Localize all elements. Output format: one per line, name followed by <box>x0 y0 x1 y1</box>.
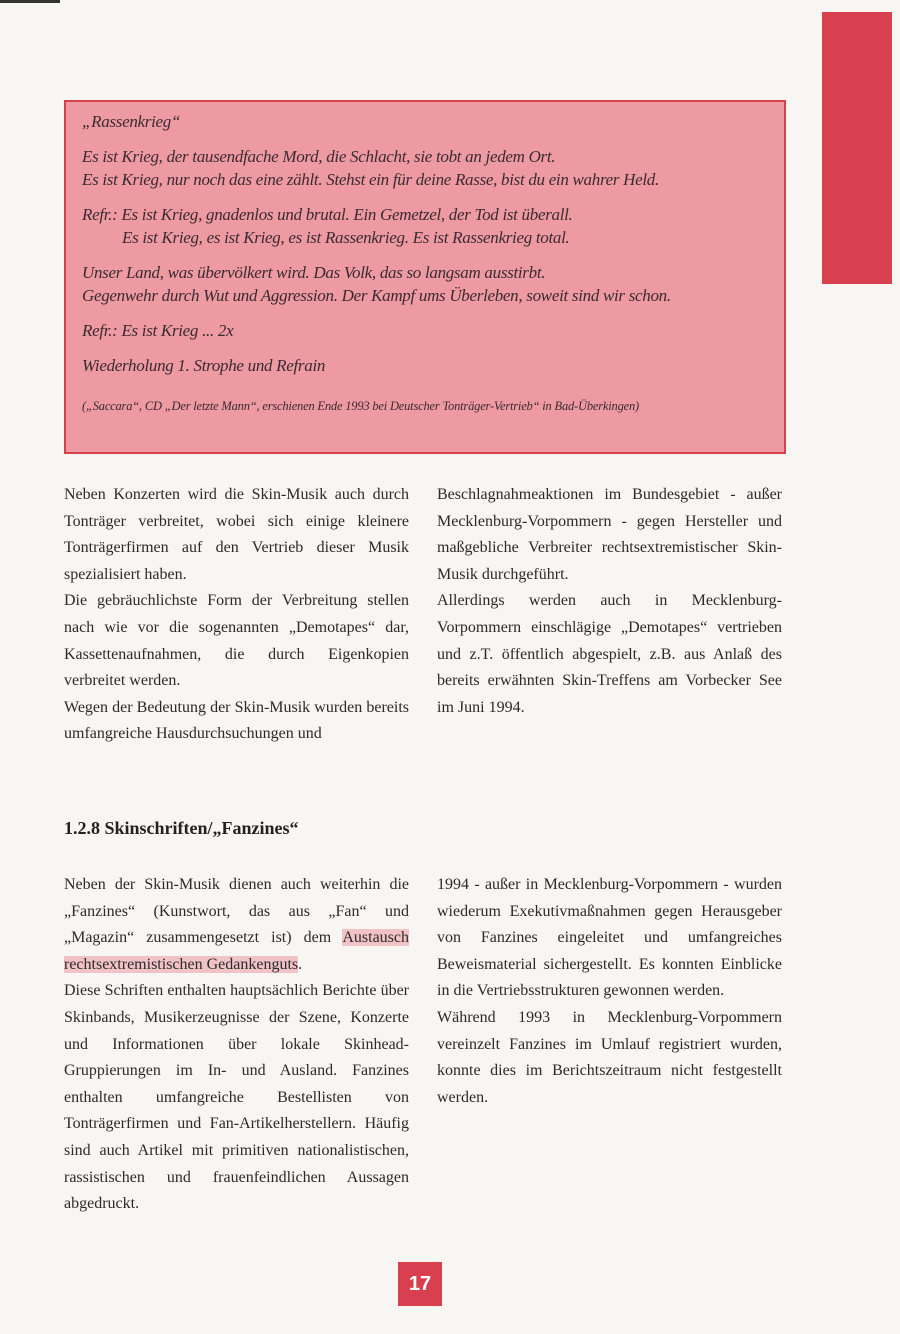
section2-right-column <box>437 872 782 1111</box>
corner-crop-mark <box>0 0 60 3</box>
paragraph-text: . <box>298 955 303 973</box>
lyrics-source: („Saccara“, CD „Der letzte Mann“, erschienen Ende 1993 bei Deutscher Tonträger-Vertrieb“ in Bad-Überkingen) <box>82 399 639 413</box>
page-number: 17 <box>398 1262 442 1306</box>
lyrics-title: „Rassenkrieg“ <box>82 112 181 131</box>
section2-left-column <box>64 872 409 1218</box>
paragraph: 1994 - außer in Mecklenburg-Vorpommern - wurden wiederum Exekutivmaßnahmen gegen Herausgeber von Fanzines eingeleitet und umfangreiches Beweismaterial sichergestellt. Es konnten Einblicke in die Vertriebsstrukturen gewonnen werden. <box>437 876 782 1000</box>
section1-right-column <box>437 482 782 721</box>
paragraph: Wegen der Bedeutung der Skin-Musik wurden bereits umfangreiche Hausdurchsuchungen und <box>64 698 409 743</box>
paragraph: Beschlagnahmeaktionen im Bundesgebiet - außer Mecklenburg-Vorpommern - gegen Hersteller und maßgebliche Verbreiter rechtsextremistischer Skin-Musik durchgeführt. <box>437 486 782 583</box>
lyrics-refrain: Refr.: Es ist Krieg ... 2x <box>82 321 234 340</box>
highlighted-phrase: Austausch rechtsextremistischen Gedankenguts <box>64 929 409 973</box>
paragraph: Während 1993 in Mecklenburg-Vorpommern vereinzelt Fanzines im Umlauf registriert wurden, konnte dies im Berichtszeitraum nicht festgestellt werden. <box>437 1008 782 1106</box>
paragraph <box>64 872 409 978</box>
lyrics-line: Es ist Krieg, der tausendfache Mord, die Schlacht, sie tobt an jedem Ort. <box>82 147 556 166</box>
lyrics-line: Unser Land, was übervölkert wird. Das Volk, das so langsam ausstirbt. <box>82 263 546 282</box>
lyrics-line: Es ist Krieg, nur noch das eine zählt. Stehst ein für deine Rasse, bist du ein wahrer Held. <box>82 170 659 189</box>
lyrics-repeat-note: Wiederholung 1. Strophe und Refrain <box>82 356 326 375</box>
lyrics-refrain: Refr.: Es ist Krieg, gnadenlos und brutal. Ein Gemetzel, der Tod ist überall. <box>82 205 573 224</box>
section-heading: 1.2.8 Skinschriften/„Fanzines“ <box>64 818 299 838</box>
paragraph: Die gebräuchlichste Form der Verbreitung stellen nach wie vor die sogenannten „Demotapes“ dar, Kassettenaufnahmen, die durch Eigenkopien verbreitet werden. <box>64 592 409 690</box>
chapter-side-tab <box>822 12 892 284</box>
lyrics-box <box>64 100 786 454</box>
section1-left-column <box>64 482 409 748</box>
paragraph-text: Neben der Skin-Musik dienen auch weiterhin die „Fanzines“ (Kunstwort, das aus „Fan“ und „Magazin“ zusammengesetzt ist) dem <box>64 876 409 947</box>
paragraph: Neben Konzerten wird die Skin-Musik auch durch Tonträger verbreitet, wobei sich einige kleinere Tonträgerfirmen auf den Vertrieb dieser Musik spezialisiert haben. <box>64 486 409 583</box>
lyrics-line: Gegenwehr durch Wut und Aggression. Der Kampf ums Überleben, soweit sind wir schon. <box>82 286 671 305</box>
paragraph: Allerdings werden auch in Mecklenburg-Vorpommern einschlägige „Demotapes“ vertrieben und z.T. öffentlich abgespielt, z.B. aus Anlaß des bereits erwähnten Skin-Treffens am Vorbecker See im Juni 1994. <box>437 592 782 716</box>
paragraph: Diese Schriften enthalten hauptsächlich Berichte über Skinbands, Musikerzeugnisse der Szene, Konzerte und Informationen über lokale Skinhead-Gruppierungen im In- und Ausland. Fanzines enthalten umfangreiche Bestellisten von Tonträgerfirmen und Fan-Artikelherstellern. Häufig sind auch Artikel mit primitiven nationalistischen, rassistischen und frauenfeindlichen Aussagen abgedruckt. <box>64 982 409 1213</box>
lyrics-refrain-line: Es ist Krieg, es ist Krieg, es ist Rassenkrieg. Es ist Rassenkrieg total. <box>122 228 570 247</box>
